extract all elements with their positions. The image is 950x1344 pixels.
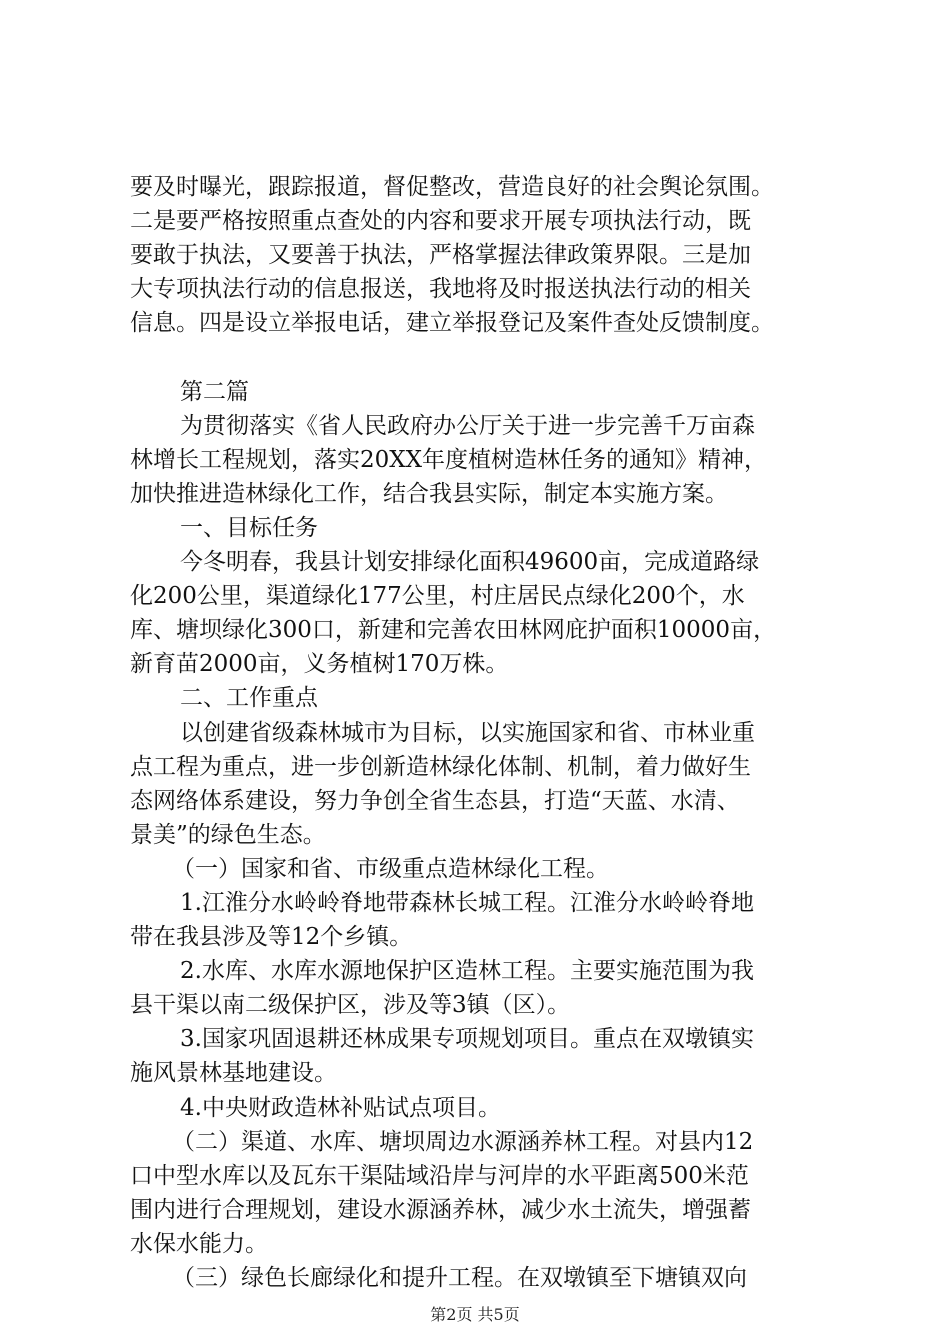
subheading-2-line-1: （二）渠道、水库、塘坝周边水源涵养林工程。对县内12 xyxy=(172,1129,754,1155)
focus-line-4: 景美”的绿色生态。 xyxy=(130,822,326,848)
subheading-2-line-3: 围内进行合理规划，建设水源涵养林，减少水土流失，增强蓄 xyxy=(130,1197,751,1223)
goals-line-4: 新育苗2000亩，义务植树170万株。 xyxy=(130,651,509,677)
page-footer: 第2页 共5页 xyxy=(430,1305,520,1324)
text-line-continuation-3: 要敢于执法，又要善于执法，严格掌握法律政策界限。三是加 xyxy=(130,242,751,268)
heading-goals: 一、目标任务 xyxy=(180,515,318,541)
item-2-line-1: 2.水库、水库水源地保护区造林工程。主要实施范围为我 xyxy=(180,958,754,984)
goals-line-3: 库、塘坝绿化300口，新建和完善农田林网庇护面积10000亩， xyxy=(130,617,777,643)
section-title: 第二篇 xyxy=(180,379,249,405)
focus-line-3: 态网络体系建设，努力争创全省生态县，打造“天蓝、水清、 xyxy=(130,788,740,814)
focus-line-2: 点工程为重点，进一步创新造林绿化体制、机制，着力做好生 xyxy=(130,754,751,780)
item-3-line-2: 施风景林基地建设。 xyxy=(130,1060,337,1086)
item-1-line-1: 1.江淮分水岭岭脊地带森林长城工程。江淮分水岭岭脊地 xyxy=(180,890,754,916)
focus-line-1: 以创建省级森林城市为目标，以实施国家和省、市林业重 xyxy=(180,720,755,746)
subheading-2-line-2: 口中型水库以及瓦东干渠陆域沿岸与河岸的水平距离500米范 xyxy=(130,1163,749,1189)
heading-focus: 二、工作重点 xyxy=(180,685,318,711)
subheading-3-line-1: （三）绿色长廊绿化和提升工程。在双墩镇至下塘镇双向 xyxy=(172,1265,747,1291)
item-3-line-1: 3.国家巩固退耕还林成果专项规划项目。重点在双墩镇实 xyxy=(180,1026,754,1052)
goals-line-2: 化200公里，渠道绿化177公里，村庄居民点绿化200个，水 xyxy=(130,583,745,609)
goals-line-1: 今冬明春，我县计划安排绿化面积49600亩，完成道路绿 xyxy=(180,549,760,575)
intro-line-1: 为贯彻落实《省人民政府办公厅关于进一步完善千万亩森 xyxy=(180,413,755,439)
item-2-line-2: 县干渠以南二级保护区，涉及等3镇（区）。 xyxy=(130,992,571,1018)
subheading-1: （一）国家和省、市级重点造林绿化工程。 xyxy=(172,856,609,882)
text-line-continuation-1: 要及时曝光，跟踪报道，督促整改，营造良好的社会舆论氛围。 xyxy=(130,174,774,200)
text-line-continuation-5: 信息。四是设立举报电话，建立举报登记及案件查处反馈制度。 xyxy=(130,310,774,336)
intro-line-2: 林增长工程规划，落实20XX年度植树造林任务的通知》精神， xyxy=(130,447,768,473)
item-4-line-1: 4.中央财政造林补贴试点项目。 xyxy=(180,1095,501,1121)
item-1-line-2: 带在我县涉及等12个乡镇。 xyxy=(130,924,413,950)
text-line-continuation-4: 大专项执法行动的信息报送，我地将及时报送执法行动的相关 xyxy=(130,276,751,302)
intro-line-3: 加快推进造林绿化工作，结合我县实际，制定本实施方案。 xyxy=(130,481,728,507)
text-line-continuation-2: 二是要严格按照重点查处的内容和要求开展专项执法行动，既 xyxy=(130,208,751,234)
subheading-2-line-4: 水保水能力。 xyxy=(130,1231,268,1257)
